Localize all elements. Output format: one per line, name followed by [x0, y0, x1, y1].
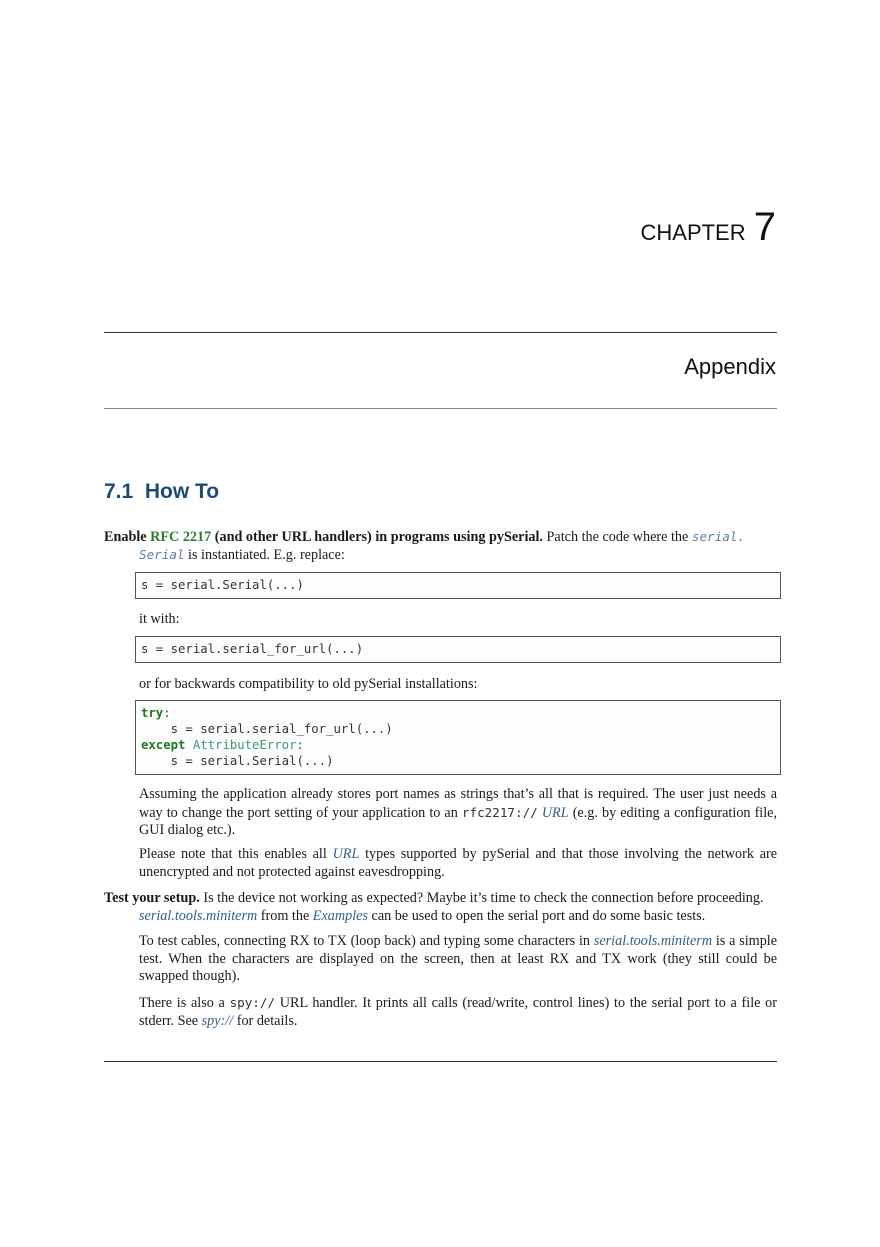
spy-url-code: spy://: [229, 995, 276, 1010]
code-exception-name: AttributeError: [192, 738, 297, 752]
chapter-title: Appendix: [684, 354, 776, 379]
url-link[interactable]: URL: [541, 804, 569, 821]
page-footer-rule: [104, 1061, 777, 1062]
item1-paragraph-2: [139, 846, 777, 881]
code-block-compat: [135, 700, 781, 775]
item2-paragraph-1: [139, 933, 777, 986]
code-line: s = serial.Serial(...): [141, 578, 304, 592]
item2-p2-text-b: URL handler. It prints all calls (read/write, control lines) to the serial port to a file or stderr. See: [139, 995, 777, 1029]
chapter-label: CHAPTER: [640, 220, 746, 245]
rfc2217-link[interactable]: RFC 2217: [150, 529, 212, 545]
item2-desc-c: can be used to open the serial port and do some basic tests.: [371, 908, 706, 924]
code-line: s = serial.serial_for_url(...): [141, 642, 364, 656]
code-line: s = serial.Serial(...): [141, 754, 334, 768]
item2-p1-text-b: is a simple test. When the characters are displayed on the screen, then at least RX and TX work (they still could be swapped though).: [139, 933, 778, 985]
item1-term-prefix: Enable: [104, 529, 147, 545]
code-punct: :: [296, 738, 304, 752]
serial-ref-a[interactable]: serial.: [691, 529, 745, 544]
spy-link[interactable]: spy://: [201, 1012, 234, 1029]
item2-desc-a: Is the device not working as expected? Maybe it’s time to check the connection before proceeding.: [203, 890, 764, 906]
examples-link[interactable]: Examples: [312, 908, 368, 924]
chapter-number: 7: [753, 205, 776, 249]
item1-paragraph-1: [139, 786, 777, 840]
p2-text-a: Please note that this enables all: [139, 846, 327, 862]
code-line: s = serial.serial_for_url(...): [141, 722, 393, 736]
code-keyword-try: try: [141, 706, 164, 720]
code-keyword-except: except: [141, 738, 186, 752]
item2-definition-cont: [139, 908, 777, 926]
p2-text-b: types supported by pySerial and that those involving the network are unencrypted and not protected against eavesdropping.: [139, 846, 778, 880]
rfc2217-url-code: rfc2217://: [461, 804, 538, 820]
item1-desc-b: is instantiated. E.g. replace:: [188, 547, 345, 563]
item2-paragraph-2: [139, 994, 777, 1030]
chapter-top-rule: [104, 332, 777, 333]
item2-p2-text-c: for details.: [236, 1012, 298, 1029]
chapter-heading: [641, 205, 777, 250]
item1-definition: [104, 528, 777, 547]
item2-term: Test your setup.: [104, 890, 200, 906]
p1-text-a: Assuming the application already stores port names as strings that’s all that is required. The user just needs a way to change the port setting of your application to an: [139, 786, 777, 821]
item1-definition-cont: [139, 546, 777, 565]
compat-text: or for backwards compatibility to old pySerial installations:: [139, 676, 478, 692]
item2-desc-b: from the: [260, 908, 310, 924]
with-text: it with:: [139, 611, 180, 627]
item1-term-suffix: (and other URL handlers) in programs using pySerial.: [214, 529, 543, 545]
item2-definition: [104, 890, 777, 908]
serial-ref-link[interactable]: [692, 529, 745, 544]
code-block-with: [135, 636, 781, 663]
chapter-bottom-rule: [104, 408, 777, 409]
p1-text-b: (e.g. by editing a configuration file, GUI dialog etc.).: [139, 804, 778, 839]
item2-p1-text-a: To test cables, connecting RX to TX (loop back) and typing some characters in: [139, 933, 591, 949]
item1-desc-a: Patch the code where the: [546, 529, 689, 545]
section-title-text: How To: [144, 480, 220, 503]
section-number: 7.1: [104, 480, 134, 503]
item2-p2-text-a: There is also a: [139, 995, 225, 1011]
serial-class-ref-link[interactable]: Serial: [139, 547, 185, 562]
code-block-replace: [135, 572, 781, 599]
url-link-2[interactable]: URL: [332, 846, 360, 862]
miniterm-link-2[interactable]: serial.tools.miniterm: [593, 933, 713, 949]
code-punct: :: [163, 706, 171, 720]
section-title: [104, 480, 219, 504]
miniterm-link[interactable]: serial.tools.miniterm: [139, 908, 258, 924]
